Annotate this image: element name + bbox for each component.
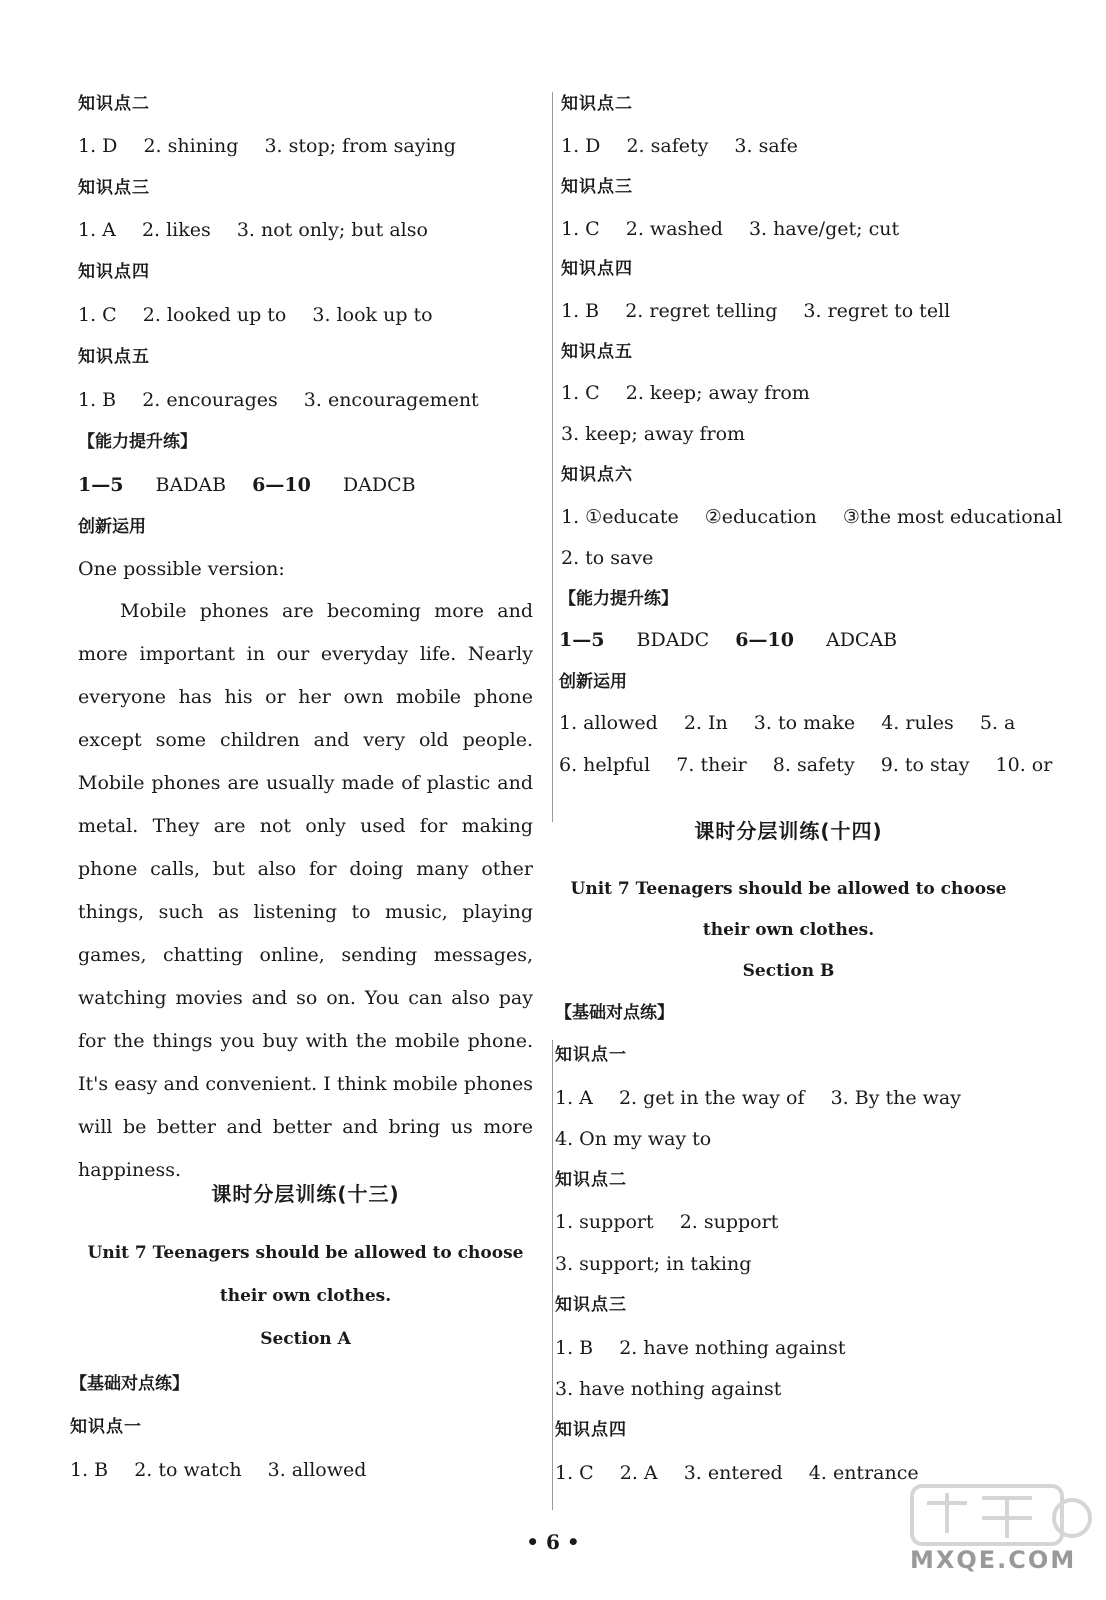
- section-title: Section B: [742, 961, 835, 981]
- knowledge-point-heading: 知识点二: [561, 94, 633, 114]
- answer: 1. allowed: [559, 712, 658, 734]
- answer-line: [561, 505, 1062, 529]
- answer: 6. helpful: [559, 754, 651, 776]
- answer-line: [555, 1461, 919, 1485]
- answer: 7. their: [676, 754, 747, 776]
- answer: 2. encourages: [142, 389, 278, 411]
- section-heading: 创新运用: [78, 517, 146, 537]
- knowledge-point-heading: 知识点三: [555, 1295, 627, 1315]
- answer: 1. C: [561, 218, 600, 240]
- answer-line: 3. support; in taking: [555, 1253, 752, 1275]
- answer: BADAB: [155, 474, 227, 496]
- knowledge-point-heading: 知识点六: [561, 465, 633, 485]
- answer: 1. B: [70, 1459, 109, 1481]
- answer: 2. support: [679, 1211, 779, 1233]
- answer-line: [78, 473, 416, 497]
- answer: 2. In: [683, 712, 728, 734]
- answer: 3. have/get; cut: [748, 218, 900, 240]
- column-divider: [552, 1040, 553, 1510]
- answer: 2. get in the way of: [618, 1087, 805, 1109]
- unit-title: Unit 7 Teenagers should be allowed to choose: [87, 1243, 524, 1263]
- answer-range: 1—5: [78, 474, 124, 496]
- answer: BDADC: [636, 629, 710, 651]
- answer: 1. B: [555, 1337, 594, 1359]
- answer: 1. D: [561, 135, 601, 157]
- knowledge-point-heading: 知识点三: [561, 177, 633, 197]
- answer: 2. safety: [626, 135, 709, 157]
- answer-range: 6—10: [735, 629, 794, 651]
- answer: 2. A: [619, 1462, 658, 1484]
- section-heading: 【能力提升练】: [559, 589, 678, 609]
- knowledge-point-heading: 知识点五: [78, 347, 150, 367]
- answer-line: [78, 388, 479, 412]
- answer: 1. ①educate: [561, 506, 679, 528]
- answer-line: [561, 134, 798, 158]
- answer: 2. to watch: [134, 1459, 242, 1481]
- answer: 9. to stay: [880, 754, 970, 776]
- answer: 2. likes: [141, 219, 211, 241]
- essay-paragraph: Mobile phones are becoming more and more important in our everyday life. Nearly everyone has his or her own mobile phone except some children and very old people. Mobile phones are usually made of plastic and metal. They are not only used for making phone calls, but also for doing many other things, such as listening to music, playing games, chatting online, sending messages, watching movies and so on. You can also pay for the things you buy with the mobile phone. It's easy and convenient. I think mobile phones will be better and better and bring us more happiness.: [78, 600, 533, 1181]
- answer: 3. safe: [734, 135, 798, 157]
- unit-title: Unit 7 Teenagers should be allowed to choose: [570, 879, 1007, 899]
- answer: DADCB: [342, 474, 416, 496]
- knowledge-point-heading: 知识点三: [78, 178, 150, 198]
- answer: 3. allowed: [267, 1459, 367, 1481]
- answer-line: [70, 1458, 366, 1482]
- answer-line: [561, 381, 810, 405]
- answer: 2. shining: [143, 135, 239, 157]
- answer: 1. B: [561, 300, 600, 322]
- answer: 1. A: [555, 1087, 593, 1109]
- page-number: • 6 •: [526, 1530, 580, 1554]
- answer-line: [559, 753, 1052, 777]
- answer-line: [78, 218, 428, 242]
- knowledge-point-heading: 知识点四: [555, 1420, 627, 1440]
- unit-title: their own clothes.: [702, 920, 875, 940]
- answer-range: 1—5: [559, 629, 605, 651]
- answer: 3. stop; from saying: [264, 135, 456, 157]
- answer: 10. or: [995, 754, 1053, 776]
- lesson-title: 课时分层训练(十三): [211, 1182, 400, 1206]
- section-heading: 创新运用: [559, 672, 627, 692]
- knowledge-point-heading: 知识点一: [555, 1045, 627, 1065]
- unit-title: their own clothes.: [219, 1286, 392, 1306]
- answer-line: [561, 299, 950, 323]
- section-heading: 【能力提升练】: [78, 432, 197, 452]
- lesson-title: 课时分层训练(十四): [694, 819, 883, 843]
- answer-line: [555, 1336, 846, 1360]
- answer: ②education: [704, 506, 817, 528]
- answer-line: [555, 1210, 778, 1234]
- answer: 2. washed: [625, 218, 723, 240]
- answer: 3. entered: [683, 1462, 783, 1484]
- answer: ADCAB: [825, 629, 898, 651]
- answer: 1. A: [78, 219, 116, 241]
- answer: 1. C: [555, 1462, 594, 1484]
- knowledge-point-heading: 知识点二: [555, 1170, 627, 1190]
- knowledge-point-heading: 知识点五: [561, 342, 633, 362]
- answer: 2. have nothing against: [619, 1337, 846, 1359]
- answer-range: 6—10: [252, 474, 311, 496]
- answer: 8. safety: [772, 754, 855, 776]
- answer: 2. regret telling: [625, 300, 778, 322]
- knowledge-point-heading: 知识点一: [70, 1417, 142, 1437]
- answer: 3. look up to: [312, 304, 433, 326]
- answer: 3. regret to tell: [803, 300, 951, 322]
- section-title: Section A: [260, 1329, 351, 1349]
- knowledge-point-heading: 知识点四: [561, 259, 633, 279]
- answer: 3. By the way: [830, 1087, 961, 1109]
- knowledge-point-heading: 知识点四: [78, 262, 150, 282]
- watermark-text: MXQE.COM: [910, 1546, 1077, 1574]
- column-divider: [552, 92, 553, 822]
- answer-line: 3. have nothing against: [555, 1378, 782, 1400]
- answer: 4. rules: [881, 712, 954, 734]
- answer-line: [78, 303, 433, 327]
- knowledge-point-heading: 知识点二: [78, 94, 150, 114]
- answer: 4. entrance: [808, 1462, 919, 1484]
- answer: 1. support: [555, 1211, 654, 1233]
- answer: 2. keep; away from: [625, 382, 810, 404]
- answer: 3. to make: [753, 712, 856, 734]
- version-lead: One possible version:: [78, 558, 285, 580]
- answer-line: 4. On my way to: [555, 1128, 712, 1150]
- answer: 1. D: [78, 135, 118, 157]
- answer: 1. B: [78, 389, 117, 411]
- answer-line: [559, 711, 1015, 735]
- answer: 3. not only; but also: [236, 219, 428, 241]
- answer: 1. C: [78, 304, 117, 326]
- answer-line: 2. to save: [561, 547, 654, 569]
- section-heading: 【基础对点练】: [555, 1003, 674, 1023]
- answer: ③the most educational: [842, 506, 1063, 528]
- answer-line: [78, 134, 456, 158]
- answer: 2. looked up to: [142, 304, 287, 326]
- answer: 3. encouragement: [303, 389, 479, 411]
- answer-line: 3. keep; away from: [561, 423, 746, 445]
- answer-line: [561, 217, 899, 241]
- answer: 1. C: [561, 382, 600, 404]
- section-heading: 【基础对点练】: [70, 1374, 189, 1394]
- answer: 5. a: [979, 712, 1016, 734]
- answer-line: [559, 628, 897, 652]
- answer-line: [555, 1086, 961, 1110]
